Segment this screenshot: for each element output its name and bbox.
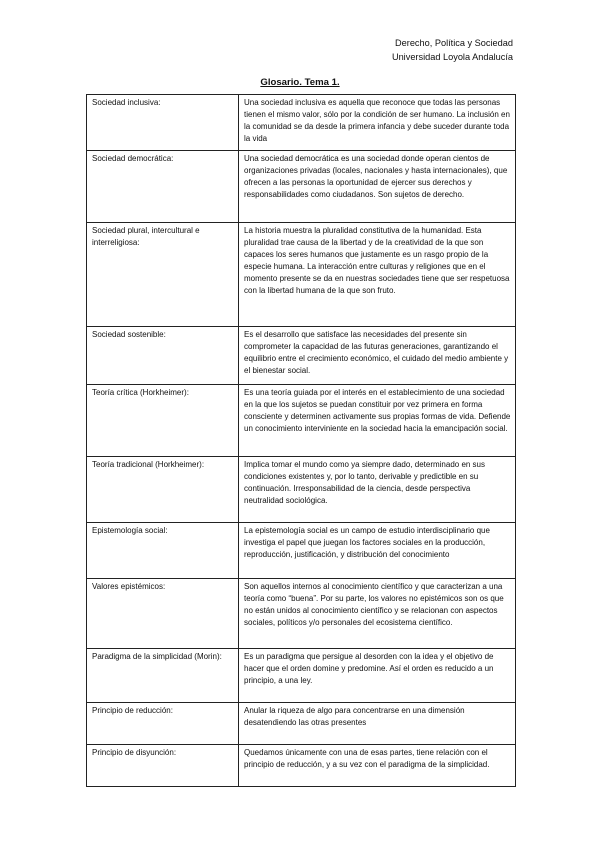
glossary-term: Principio de reducción: [87, 703, 239, 745]
course-name: Derecho, Política y Sociedad [395, 38, 513, 48]
glossary-table [86, 94, 516, 787]
glossary-definition: Anular la riqueza de algo para concentrarse en una dimensión desatendiendo las otras presentes [239, 703, 516, 745]
glossary-definition: Es una teoría guiada por el interés en el establecimiento de una sociedad en la que los sujetos se puedan constituir por vez primera en forma consciente y determinen activamente sus propias formas de vida. Defiende un conocimiento interviniente en la sociedad hacia la emancipación social. [239, 385, 516, 457]
glossary-definition: Una sociedad inclusiva es aquella que reconoce que todas las personas tienen el mismo valor, sólo por la condición de ser humano. La inclusión en la comunidad se da desde la primera infancia y debe suceder durante toda la vida [239, 95, 516, 151]
table-row [87, 579, 516, 649]
glossary-term: Paradigma de la simplicidad (Morin): [87, 649, 239, 703]
table-row [87, 327, 516, 385]
table-row [87, 457, 516, 523]
glossary-definition: La epistemología social es un campo de estudio interdisciplinario que investiga el papel que juegan los factores sociales en la producción, reproducción, justificación, y distribución del conocimiento [239, 523, 516, 579]
glossary-term: Sociedad democrática: [87, 151, 239, 223]
glossary-definition: Quedamos únicamente con una de esas partes, tiene relación con el principio de reducción, y a su vez con el paradigma de la simplicidad. [239, 745, 516, 787]
page-title [0, 77, 600, 88]
table-row [87, 745, 516, 787]
glossary-definition: Es un paradigma que persigue al desorden con la idea y el objetivo de hacer que el orden domine y predomine. Así el orden es reducido a un principio, a una ley. [239, 649, 516, 703]
document-header [392, 36, 513, 64]
glossary-definition: Implica tomar el mundo como ya siempre dado, determinado en sus condiciones existentes y, por lo tanto, derivable y predictible en su continuación. Irresponsabilidad de la ciencia, desde perspectiva neutralidad sociológica. [239, 457, 516, 523]
table-row [87, 385, 516, 457]
glossary-term: Epistemología social: [87, 523, 239, 579]
table-row [87, 523, 516, 579]
glossary-term: Valores epistémicos: [87, 579, 239, 649]
table-row [87, 649, 516, 703]
glossary-definition: La historia muestra la pluralidad constitutiva de la humanidad. Esta pluralidad trae causa de la libertad y de la creatividad de la que son capaces los seres humanos que justamente es un rasgo propio de la especie humana. La interacción entre culturas y religiones que en el momento presente se da en nuestras sociedades tiene que ser respetuosa con la libertad humana de la que son fruto. [239, 223, 516, 327]
glossary-term: Sociedad sostenible: [87, 327, 239, 385]
glossary-definition: Una sociedad democrática es una sociedad donde operan cientos de organizaciones privadas (locales, nacionales y hasta internacionales), que ofrecen a las personas la oportunidad de ejercer sus derechos y responsabilidades como ciudadanos. Son sujetos de derecho. [239, 151, 516, 223]
glossary-definition: Son aquellos internos al conocimiento científico y que caracterizan a una teoría como “buena”. Por su parte, los valores no epistémicos son os que no están unidos al conocimiento científico y se relacionan con aspectos sociales, políticos y/o personales del ecosistema científico. [239, 579, 516, 649]
page-title-text: Glosario. Tema 1. [260, 77, 340, 88]
glossary-term: Sociedad inclusiva: [87, 95, 239, 151]
glossary-term: Sociedad plural, intercultural e interreligiosa: [87, 223, 239, 327]
table-row [87, 703, 516, 745]
table-row [87, 151, 516, 223]
glossary-term: Teoría crítica (Horkheimer): [87, 385, 239, 457]
glossary-term: Teoría tradicional (Horkheimer): [87, 457, 239, 523]
university-name: Universidad Loyola Andalucía [391, 52, 513, 62]
glossary-definition: Es el desarrollo que satisface las necesidades del presente sin comprometer la capacidad de las futuras generaciones, garantizando el equilibrio entre el crecimiento económico, el cuidado del medio ambiente y el bienestar social. [239, 327, 516, 385]
table-row [87, 223, 516, 327]
table-row [87, 95, 516, 151]
glossary-term: Principio de disyunción: [87, 745, 239, 787]
